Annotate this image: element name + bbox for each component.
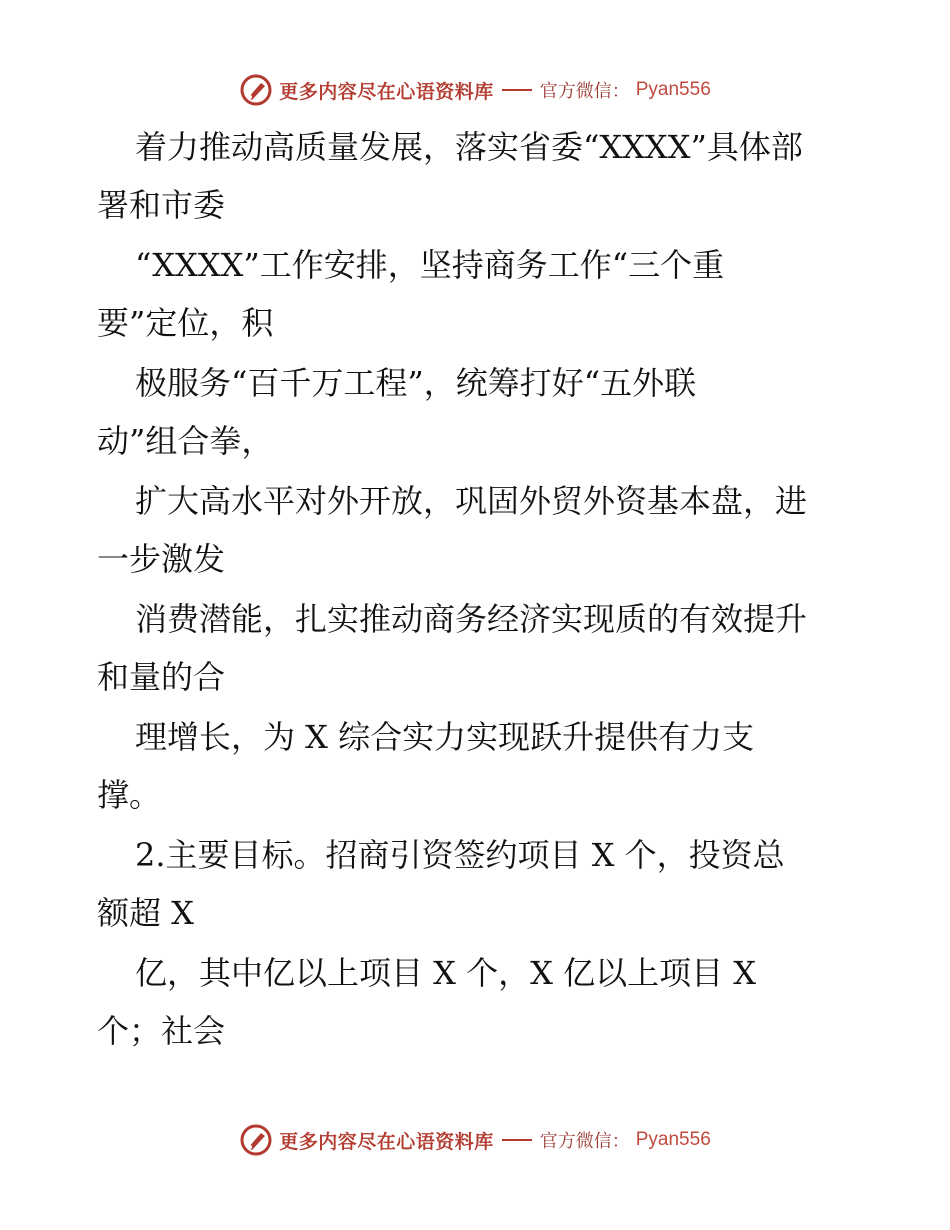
footer-banner xyxy=(0,1120,950,1160)
wechat-label: 官方微信： xyxy=(539,81,630,102)
body-line: 额超 X xyxy=(97,894,194,932)
body-line: 要”定位，积 xyxy=(97,304,274,342)
body-line: 扩大高水平对外开放，巩固外贸外资基本盘，进 xyxy=(135,482,808,520)
body-line: 一步激发 xyxy=(97,540,226,578)
site-name: 更多内容尽在心语资料库 xyxy=(279,1130,494,1153)
header-banner xyxy=(0,70,950,110)
body-line: 理增长，为 X 综合实力实现跃升提供有力支 xyxy=(135,718,755,756)
pen-logo-icon xyxy=(239,1123,273,1157)
body-line: “XXXX”工作安排，坚持商务工作“三个重 xyxy=(135,246,725,284)
site-name: 更多内容尽在心语资料库 xyxy=(279,80,494,103)
body-line: 和量的合 xyxy=(97,658,226,696)
body-line: 亿，其中亿以上项目 X 个，X 亿以上项目 X xyxy=(135,954,757,992)
wechat-id: Pyan556 xyxy=(635,1129,711,1150)
body-line: 署和市委 xyxy=(97,186,226,224)
banner-divider xyxy=(502,89,532,91)
body-line: 撑。 xyxy=(97,776,162,814)
wechat-id: Pyan556 xyxy=(635,79,711,100)
body-line: 极服务“百千万工程”，统筹打好“五外联 xyxy=(135,364,697,402)
wechat-label: 官方微信： xyxy=(539,1131,630,1152)
banner-divider xyxy=(502,1139,532,1141)
body-line: 个；社会 xyxy=(97,1012,226,1050)
body-line: 着力推动高质量发展，落实省委“XXXX”具体部 xyxy=(135,128,803,166)
body-line: 动”组合拳， xyxy=(97,422,274,460)
body-line: 消费潜能，扎实推动商务经济实现质的有效提升 xyxy=(135,600,808,638)
body-line: 2.主要目标。招商引资签约项目 X 个，投资总 xyxy=(135,836,785,874)
pen-logo-icon xyxy=(239,73,273,107)
